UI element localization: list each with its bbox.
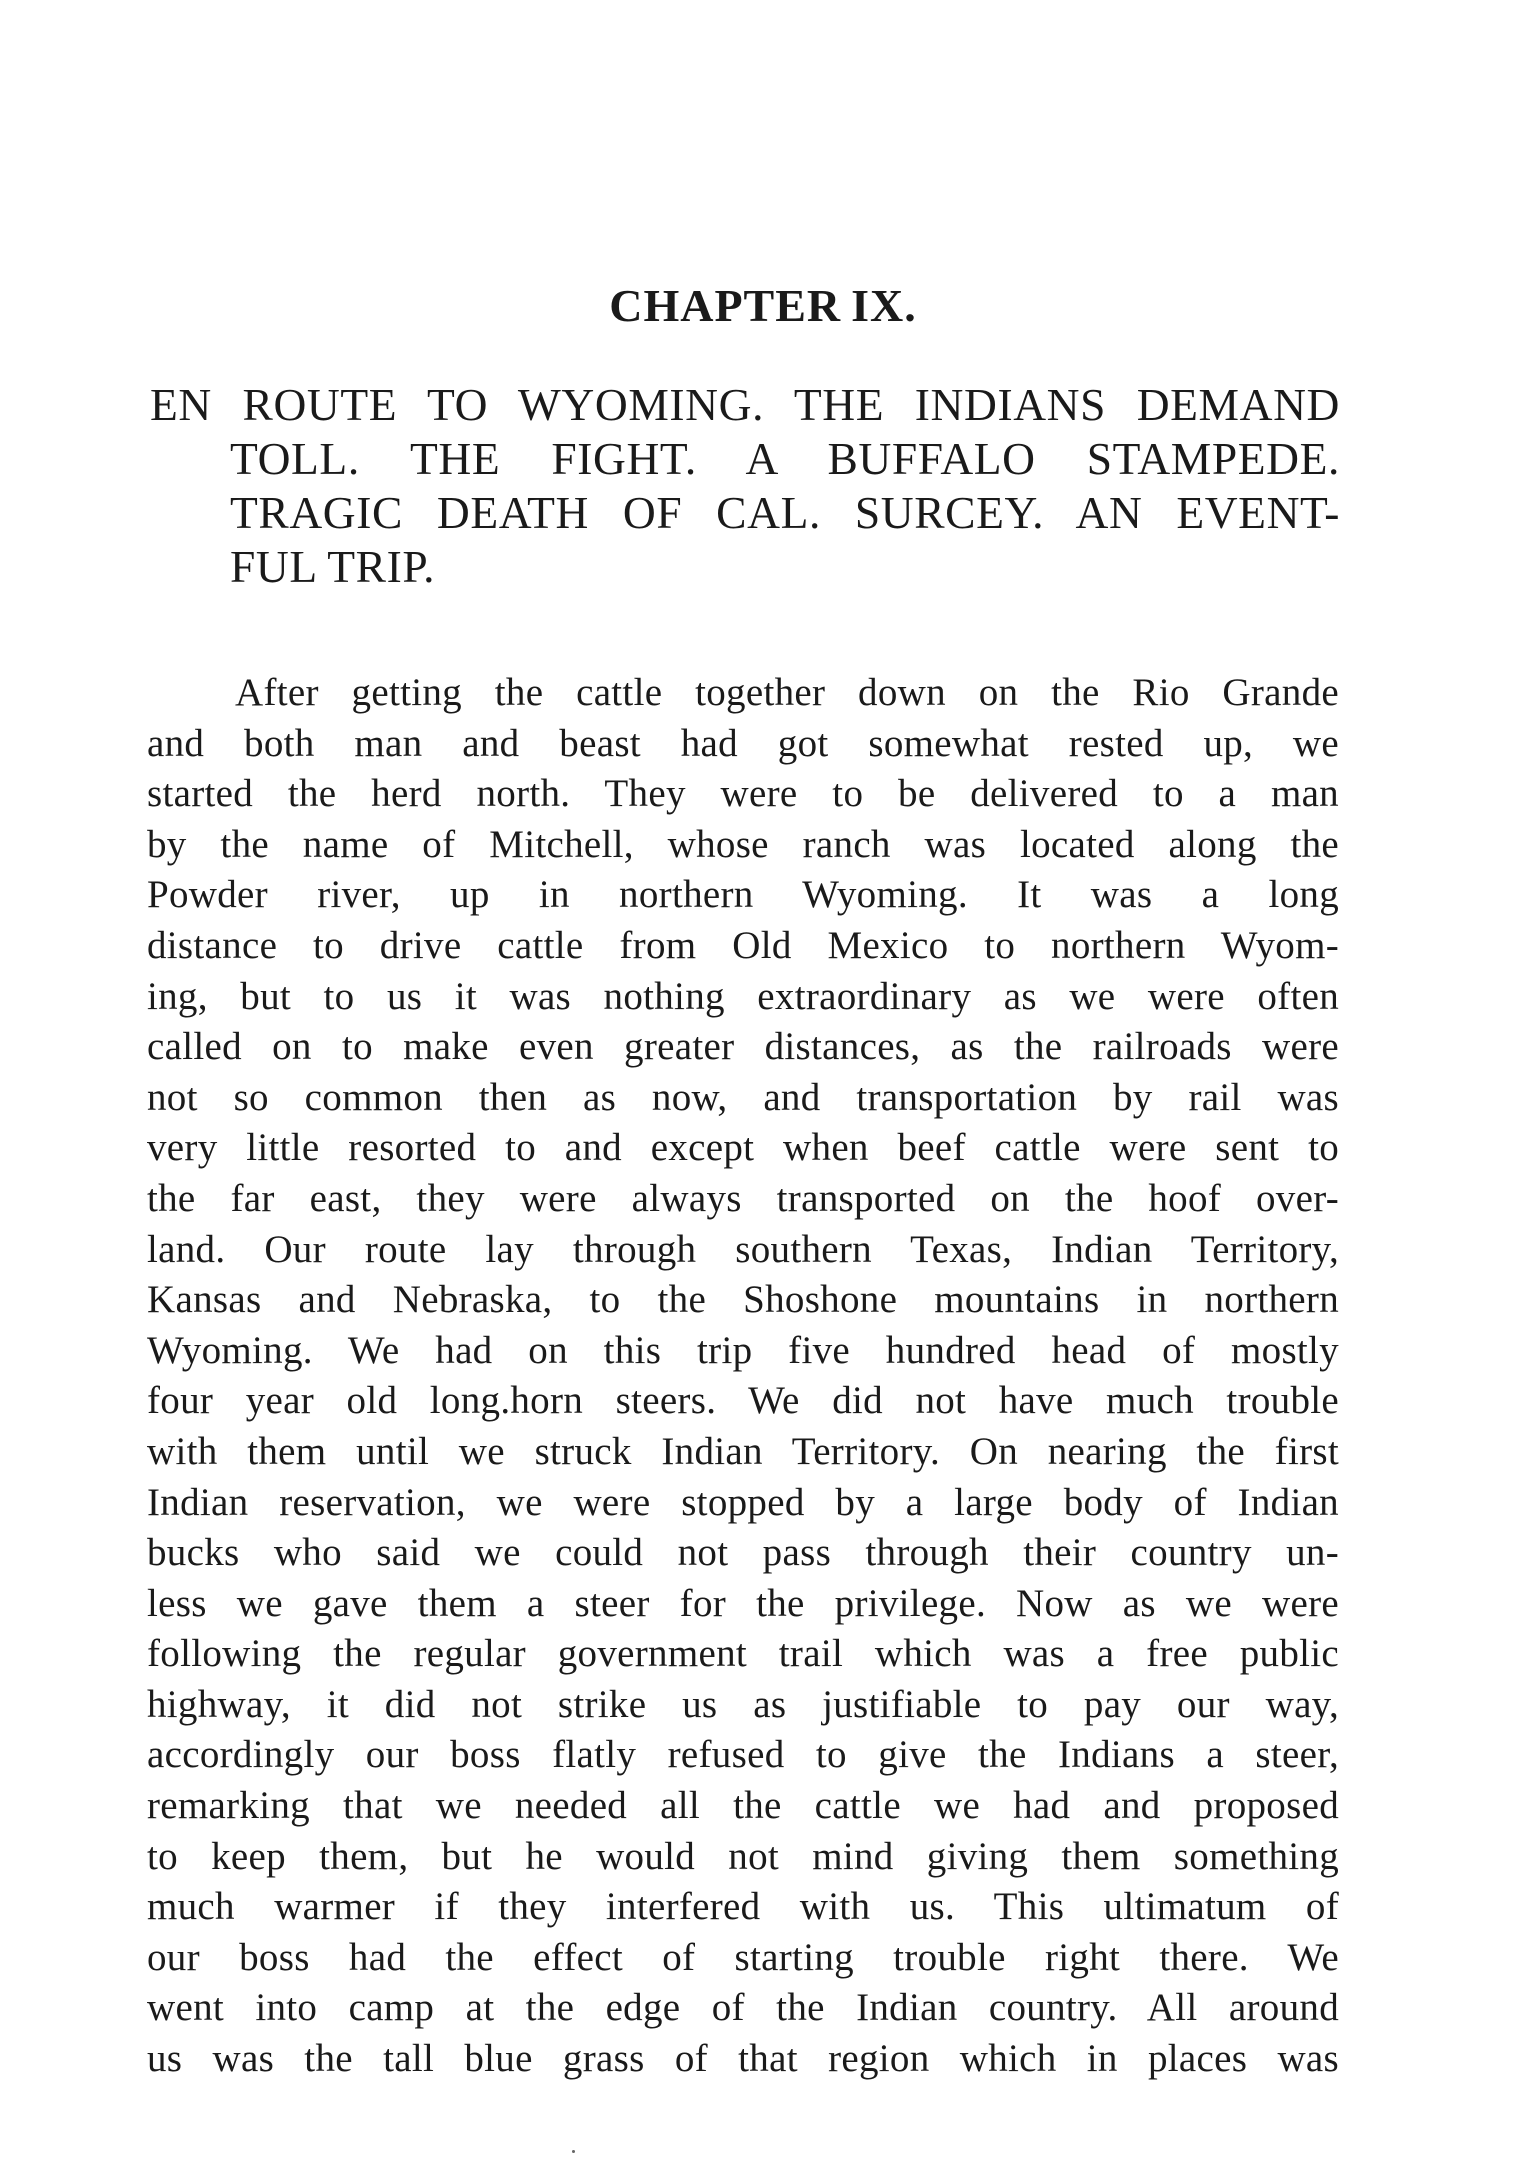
body-line: Powder river, up in northern Wyoming. It was a long <box>147 873 1339 917</box>
body-line: us was the tall blue grass of that region which in places was <box>147 2037 1339 2081</box>
body-line: land. Our route lay through southern Texas, Indian Territory, <box>147 1227 1339 1271</box>
body-line: four year old long.horn steers. We did not have much trouble <box>147 1379 1339 1423</box>
body-line: After getting the cattle together down on the Rio Grande <box>235 671 1339 714</box>
body-line: and both man and beast had got somewhat rested up, we <box>147 721 1339 765</box>
body-line: Wyoming. We had on this trip five hundred head of mostly <box>147 1328 1339 1372</box>
body-line: with them until we struck Indian Territory. On nearing the first <box>147 1429 1339 1473</box>
body-line: remarking that we needed all the cattle we had and proposed <box>147 1784 1339 1828</box>
chapter-synopsis <box>150 378 1340 594</box>
body-line: went into camp at the edge of the Indian country. All around <box>147 1986 1339 2030</box>
body-line: the far east, they were always transported on the hoof over- <box>147 1176 1339 1220</box>
body-line: our boss had the effect of starting trouble right there. We <box>147 1935 1339 1979</box>
body-paragraph <box>147 668 1339 2085</box>
body-line: bucks who said we could not pass through their country un- <box>147 1531 1339 1575</box>
body-line: following the regular government trail which was a free public <box>147 1632 1339 1676</box>
body-line: distance to drive cattle from Old Mexico to northern Wyom- <box>147 923 1339 967</box>
body-line: less we gave them a steer for the privilege. Now as we were <box>147 1581 1339 1625</box>
chapter-heading <box>0 278 1526 334</box>
synopsis-line: EN ROUTE TO WYOMING. THE INDIANS DEMAND <box>150 379 1340 430</box>
body-line: not so common then as now, and transportation by rail was <box>147 1075 1339 1119</box>
body-line: ing, but to us it was nothing extraordinary as we were often <box>147 974 1339 1018</box>
body-line: Indian reservation, we were stopped by a large body of Indian <box>147 1480 1339 1524</box>
chapter-label: CHAPTER <box>609 280 842 331</box>
print-speck <box>572 2150 575 2153</box>
body-line: started the herd north. They were to be delivered to a man <box>147 772 1339 816</box>
body-line: very little resorted to and except when beef cattle were sent to <box>147 1126 1339 1170</box>
synopsis-line: FUL TRIP. <box>230 541 436 592</box>
body-line: much warmer if they interfered with us. This ultimatum of <box>147 1885 1339 1929</box>
body-line: highway, it did not strike us as justifiable to pay our way, <box>147 1682 1339 1726</box>
chapter-number: IX. <box>851 280 917 331</box>
body-line: accordingly our boss flatly refused to give the Indians a steer, <box>147 1733 1339 1777</box>
body-line: called on to make even greater distances, as the railroads were <box>147 1025 1339 1069</box>
synopsis-line: TRAGIC DEATH OF CAL. SURCEY. AN EVENT- <box>230 487 1340 538</box>
synopsis-line: TOLL. THE FIGHT. A BUFFALO STAMPEDE. <box>230 433 1340 484</box>
body-line: by the name of Mitchell, whose ranch was located along the <box>147 822 1339 866</box>
body-line: to keep them, but he would not mind giving them something <box>147 1834 1339 1878</box>
body-line: Kansas and Nebraska, to the Shoshone mountains in northern <box>147 1278 1339 1322</box>
